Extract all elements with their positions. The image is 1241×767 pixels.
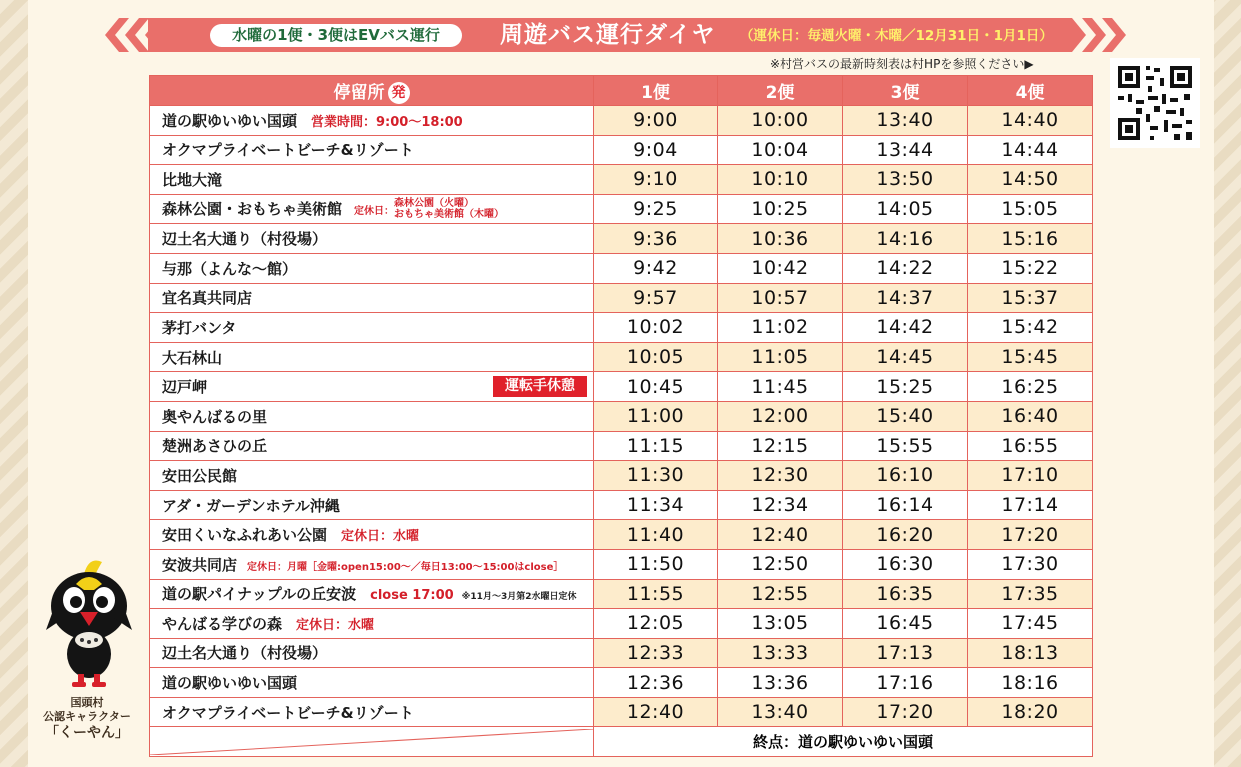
table-row xyxy=(150,431,1093,461)
table-row xyxy=(150,461,1093,491)
stop-name: 森林公園・おもちゃ美術館 xyxy=(162,199,343,218)
terminal-blank-cell xyxy=(150,727,594,757)
column-header-trip-3: 3便 xyxy=(843,76,968,106)
terminal-stop: 終点：道の駅ゆいゆい国頭 xyxy=(594,727,1093,757)
stop-name-cell xyxy=(150,283,594,313)
stop-name-cell xyxy=(150,579,594,609)
stop-name-cell xyxy=(150,135,594,165)
forest-closed-days xyxy=(394,198,504,220)
stop-name: 道の駅パイナップルの丘安波 xyxy=(162,585,357,604)
departure-time-trip-3: 16:20 xyxy=(843,520,968,550)
terminal-row xyxy=(150,727,1093,757)
stop-name: 道の駅ゆいゆい国頭 xyxy=(162,674,298,693)
departure-time-trip-3: 17:16 xyxy=(843,668,968,698)
table-row xyxy=(150,313,1093,343)
departure-time-trip-2: 10:42 xyxy=(718,253,843,283)
departure-time-trip-1: 11:50 xyxy=(594,549,718,579)
departure-time-trip-2: 12:15 xyxy=(718,431,843,461)
bus-timetable xyxy=(149,75,1093,757)
departure-time-trip-2: 10:04 xyxy=(718,135,843,165)
departure-time-trip-4: 15:05 xyxy=(968,194,1093,224)
departure-time-trip-4: 17:30 xyxy=(968,549,1093,579)
stop-name: 奥やんばるの里 xyxy=(162,407,268,426)
departure-time-trip-1: 11:55 xyxy=(594,579,718,609)
departure-time-trip-3: 14:45 xyxy=(843,342,968,372)
departure-time-trip-1: 12:05 xyxy=(594,609,718,639)
diagonal-line xyxy=(150,729,593,755)
stop-name: 道の駅ゆいゆい国頭 xyxy=(162,111,298,130)
departure-time-trip-4: 15:37 xyxy=(968,283,1093,313)
departure-time-trip-4: 16:25 xyxy=(968,372,1093,402)
departure-time-trip-2: 10:36 xyxy=(718,224,843,254)
stop-name: 楚洲あさひの丘 xyxy=(162,437,268,456)
departure-time-trip-4: 15:22 xyxy=(968,253,1093,283)
departure-time-trip-4: 16:55 xyxy=(968,431,1093,461)
stop-name: オクマプライベートビーチ&リゾート xyxy=(162,703,414,722)
stop-name: 茅打バンタ xyxy=(162,318,237,337)
departure-time-trip-4: 15:45 xyxy=(968,342,1093,372)
departure-time-trip-2: 10:57 xyxy=(718,283,843,313)
departure-time-trip-3: 14:16 xyxy=(843,224,968,254)
departure-time-trip-1: 9:00 xyxy=(594,106,718,136)
table-row xyxy=(150,490,1093,520)
stop-name-cell xyxy=(150,372,594,402)
stop-name-cell xyxy=(150,253,594,283)
departure-time-trip-1: 11:30 xyxy=(594,461,718,491)
departure-time-trip-3: 16:14 xyxy=(843,490,968,520)
stop-name-cell xyxy=(150,638,594,668)
stop-name-cell xyxy=(150,342,594,372)
departure-time-trip-2: 10:00 xyxy=(718,106,843,136)
table-row xyxy=(150,549,1093,579)
hp-reference-note: ※村営バスの最新時刻表は村HPを参照ください▶ xyxy=(770,57,1034,71)
stop-name-cell xyxy=(150,697,594,727)
departure-time-trip-1: 10:45 xyxy=(594,372,718,402)
departure-time-trip-2: 12:00 xyxy=(718,401,843,431)
forest-closed-label: 定休日： xyxy=(354,205,395,217)
stop-name: 宜名真共同店 xyxy=(162,289,253,308)
stop-note: 営業時間：9:00〜18:00 xyxy=(311,114,463,130)
table-row xyxy=(150,638,1093,668)
stop-note: close 17:00 xyxy=(370,588,454,604)
departure-time-trip-2: 12:40 xyxy=(718,520,843,550)
departure-time-trip-4: 14:44 xyxy=(968,135,1093,165)
table-row xyxy=(150,668,1093,698)
stop-name: 辺戸岬 xyxy=(162,378,208,397)
table-row xyxy=(150,224,1093,254)
table-row xyxy=(150,165,1093,195)
departure-time-trip-1: 9:04 xyxy=(594,135,718,165)
departure-time-trip-1: 9:10 xyxy=(594,165,718,195)
departure-time-trip-1: 12:33 xyxy=(594,638,718,668)
table-row xyxy=(150,520,1093,550)
column-header-trip-2: 2便 xyxy=(718,76,843,106)
departure-time-trip-1: 9:25 xyxy=(594,194,718,224)
stop-note: 定休日：水曜 xyxy=(341,529,420,545)
departure-time-trip-4: 18:16 xyxy=(968,668,1093,698)
departure-time-trip-1: 10:02 xyxy=(594,313,718,343)
table-row xyxy=(150,106,1093,136)
departure-time-trip-3: 14:22 xyxy=(843,253,968,283)
departure-time-trip-2: 10:25 xyxy=(718,194,843,224)
stop-name-cell xyxy=(150,401,594,431)
departure-time-trip-3: 15:40 xyxy=(843,401,968,431)
departure-time-trip-1: 12:40 xyxy=(594,697,718,727)
departure-time-trip-4: 17:10 xyxy=(968,461,1093,491)
table-row xyxy=(150,372,1093,402)
departure-time-trip-3: 16:45 xyxy=(843,609,968,639)
table-row xyxy=(150,253,1093,283)
departure-time-trip-2: 13:40 xyxy=(718,697,843,727)
departure-time-trip-3: 17:20 xyxy=(843,697,968,727)
stop-note: 定休日：月曜［金曜:open15:00〜／毎日13:00〜15:00はclose］ xyxy=(247,561,564,573)
departure-time-trip-3: 14:42 xyxy=(843,313,968,343)
departure-time-trip-2: 13:36 xyxy=(718,668,843,698)
stop-name-cell xyxy=(150,313,594,343)
qr-code-icon[interactable] xyxy=(1110,58,1200,148)
stop-name: やんばる学びの森 xyxy=(162,614,283,633)
stop-name-cell xyxy=(150,609,594,639)
mascot-caption xyxy=(32,696,142,742)
stop-name: アダ・ガーデンホテル沖縄 xyxy=(162,496,340,515)
stop-name-cell xyxy=(150,461,594,491)
departure-time-trip-3: 15:25 xyxy=(843,372,968,402)
stop-name-cell xyxy=(150,194,594,224)
departure-time-trip-3: 13:40 xyxy=(843,106,968,136)
table-row xyxy=(150,194,1093,224)
stop-name-cell xyxy=(150,490,594,520)
table-row xyxy=(150,135,1093,165)
departure-time-trip-3: 14:05 xyxy=(843,194,968,224)
stop-name: 安波共同店 xyxy=(162,555,238,574)
stop-name: 辺土名大通り（村役場） xyxy=(162,230,328,249)
departure-time-trip-2: 11:02 xyxy=(718,313,843,343)
stop-name-cell xyxy=(150,431,594,461)
stop-name-cell xyxy=(150,668,594,698)
departure-time-trip-3: 16:30 xyxy=(843,549,968,579)
ev-bus-notice: 水曜の1便・3便はEVバス運行 xyxy=(210,24,462,47)
departure-time-trip-2: 12:30 xyxy=(718,461,843,491)
table-row xyxy=(150,579,1093,609)
departure-time-trip-2: 13:33 xyxy=(718,638,843,668)
stop-name: 大石林山 xyxy=(162,348,223,367)
departure-time-trip-3: 16:35 xyxy=(843,579,968,609)
table-row xyxy=(150,342,1093,372)
stop-name: オクマプライベートビーチ&リゾート xyxy=(162,141,414,160)
stop-name-cell xyxy=(150,224,594,254)
departure-time-trip-3: 15:55 xyxy=(843,431,968,461)
departure-time-trip-1: 10:05 xyxy=(594,342,718,372)
mascot-caption-village: 国頭村 xyxy=(70,696,104,709)
closed-days-note: （運休日：毎週火曜・木曜／12月31日・1月1日） xyxy=(740,28,1053,44)
forest-park-closed: 森林公園（火曜） xyxy=(394,198,475,210)
stop-name: 与那（よんな〜館） xyxy=(162,259,298,278)
column-header-trip-1: 1便 xyxy=(594,76,718,106)
table-row xyxy=(150,609,1093,639)
departure-time-trip-1: 12:36 xyxy=(594,668,718,698)
departure-time-trip-3: 13:44 xyxy=(843,135,968,165)
departure-time-trip-4: 17:35 xyxy=(968,579,1093,609)
departure-time-trip-4: 14:50 xyxy=(968,165,1093,195)
departure-time-trip-1: 11:34 xyxy=(594,490,718,520)
departure-time-trip-4: 14:40 xyxy=(968,106,1093,136)
departure-time-trip-1: 9:57 xyxy=(594,283,718,313)
mascot-name: 「くーやん」 xyxy=(45,725,129,741)
page-title: 周遊バス運行ダイヤ xyxy=(500,22,716,48)
departure-time-trip-2: 11:45 xyxy=(718,372,843,402)
table-row xyxy=(150,283,1093,313)
stop-name-cell xyxy=(150,520,594,550)
departure-time-trip-1: 9:42 xyxy=(594,253,718,283)
departure-badge: 発 xyxy=(388,82,410,104)
table-row xyxy=(150,401,1093,431)
departure-time-trip-4: 16:40 xyxy=(968,401,1093,431)
departure-time-trip-3: 13:50 xyxy=(843,165,968,195)
stop-name: 安田公民館 xyxy=(162,466,238,485)
departure-time-trip-4: 17:14 xyxy=(968,490,1093,520)
departure-time-trip-1: 9:36 xyxy=(594,224,718,254)
departure-time-trip-2: 12:34 xyxy=(718,490,843,520)
departure-time-trip-3: 14:37 xyxy=(843,283,968,313)
departure-time-trip-4: 17:20 xyxy=(968,520,1093,550)
table-header-row xyxy=(150,76,1093,106)
toy-museum-closed: おもちゃ美術館（木曜） xyxy=(394,209,505,221)
departure-time-trip-1: 11:00 xyxy=(594,401,718,431)
column-header-trip-4: 4便 xyxy=(968,76,1093,106)
departure-time-trip-4: 15:16 xyxy=(968,224,1093,254)
mascot-caption-role: 公認キャラクター xyxy=(43,710,131,723)
departure-time-trip-4: 18:20 xyxy=(968,697,1093,727)
departure-time-trip-4: 17:45 xyxy=(968,609,1093,639)
departure-time-trip-2: 12:50 xyxy=(718,549,843,579)
stop-note: 定休日：水曜 xyxy=(296,617,375,633)
departure-time-trip-3: 17:13 xyxy=(843,638,968,668)
mascot-kuuyan-icon xyxy=(44,556,134,691)
stop-name-cell xyxy=(150,106,594,136)
departure-time-trip-2: 10:10 xyxy=(718,165,843,195)
stop-name: 安田くいなふれあい公園 xyxy=(162,526,328,545)
stop-name: 辺土名大通り（村役場） xyxy=(162,644,328,663)
departure-time-trip-2: 13:05 xyxy=(718,609,843,639)
departure-time-trip-1: 11:40 xyxy=(594,520,718,550)
stop-name: 比地大滝 xyxy=(162,170,223,189)
stop-note-secondary: ※11月〜3月第2水曜日定休 xyxy=(461,592,577,603)
stop-header-label: 停留所 xyxy=(333,82,385,103)
column-header-stop xyxy=(150,76,594,106)
departure-time-trip-3: 16:10 xyxy=(843,461,968,491)
departure-time-trip-2: 12:55 xyxy=(718,579,843,609)
table-row xyxy=(150,697,1093,727)
departure-time-trip-4: 18:13 xyxy=(968,638,1093,668)
driver-break-badge: 運転手休憩 xyxy=(493,376,587,397)
stop-name-cell xyxy=(150,165,594,195)
departure-time-trip-4: 15:42 xyxy=(968,313,1093,343)
departure-time-trip-2: 11:05 xyxy=(718,342,843,372)
stop-name-cell xyxy=(150,549,594,579)
departure-time-trip-1: 11:15 xyxy=(594,431,718,461)
right-chevrons-icon xyxy=(1066,18,1126,52)
